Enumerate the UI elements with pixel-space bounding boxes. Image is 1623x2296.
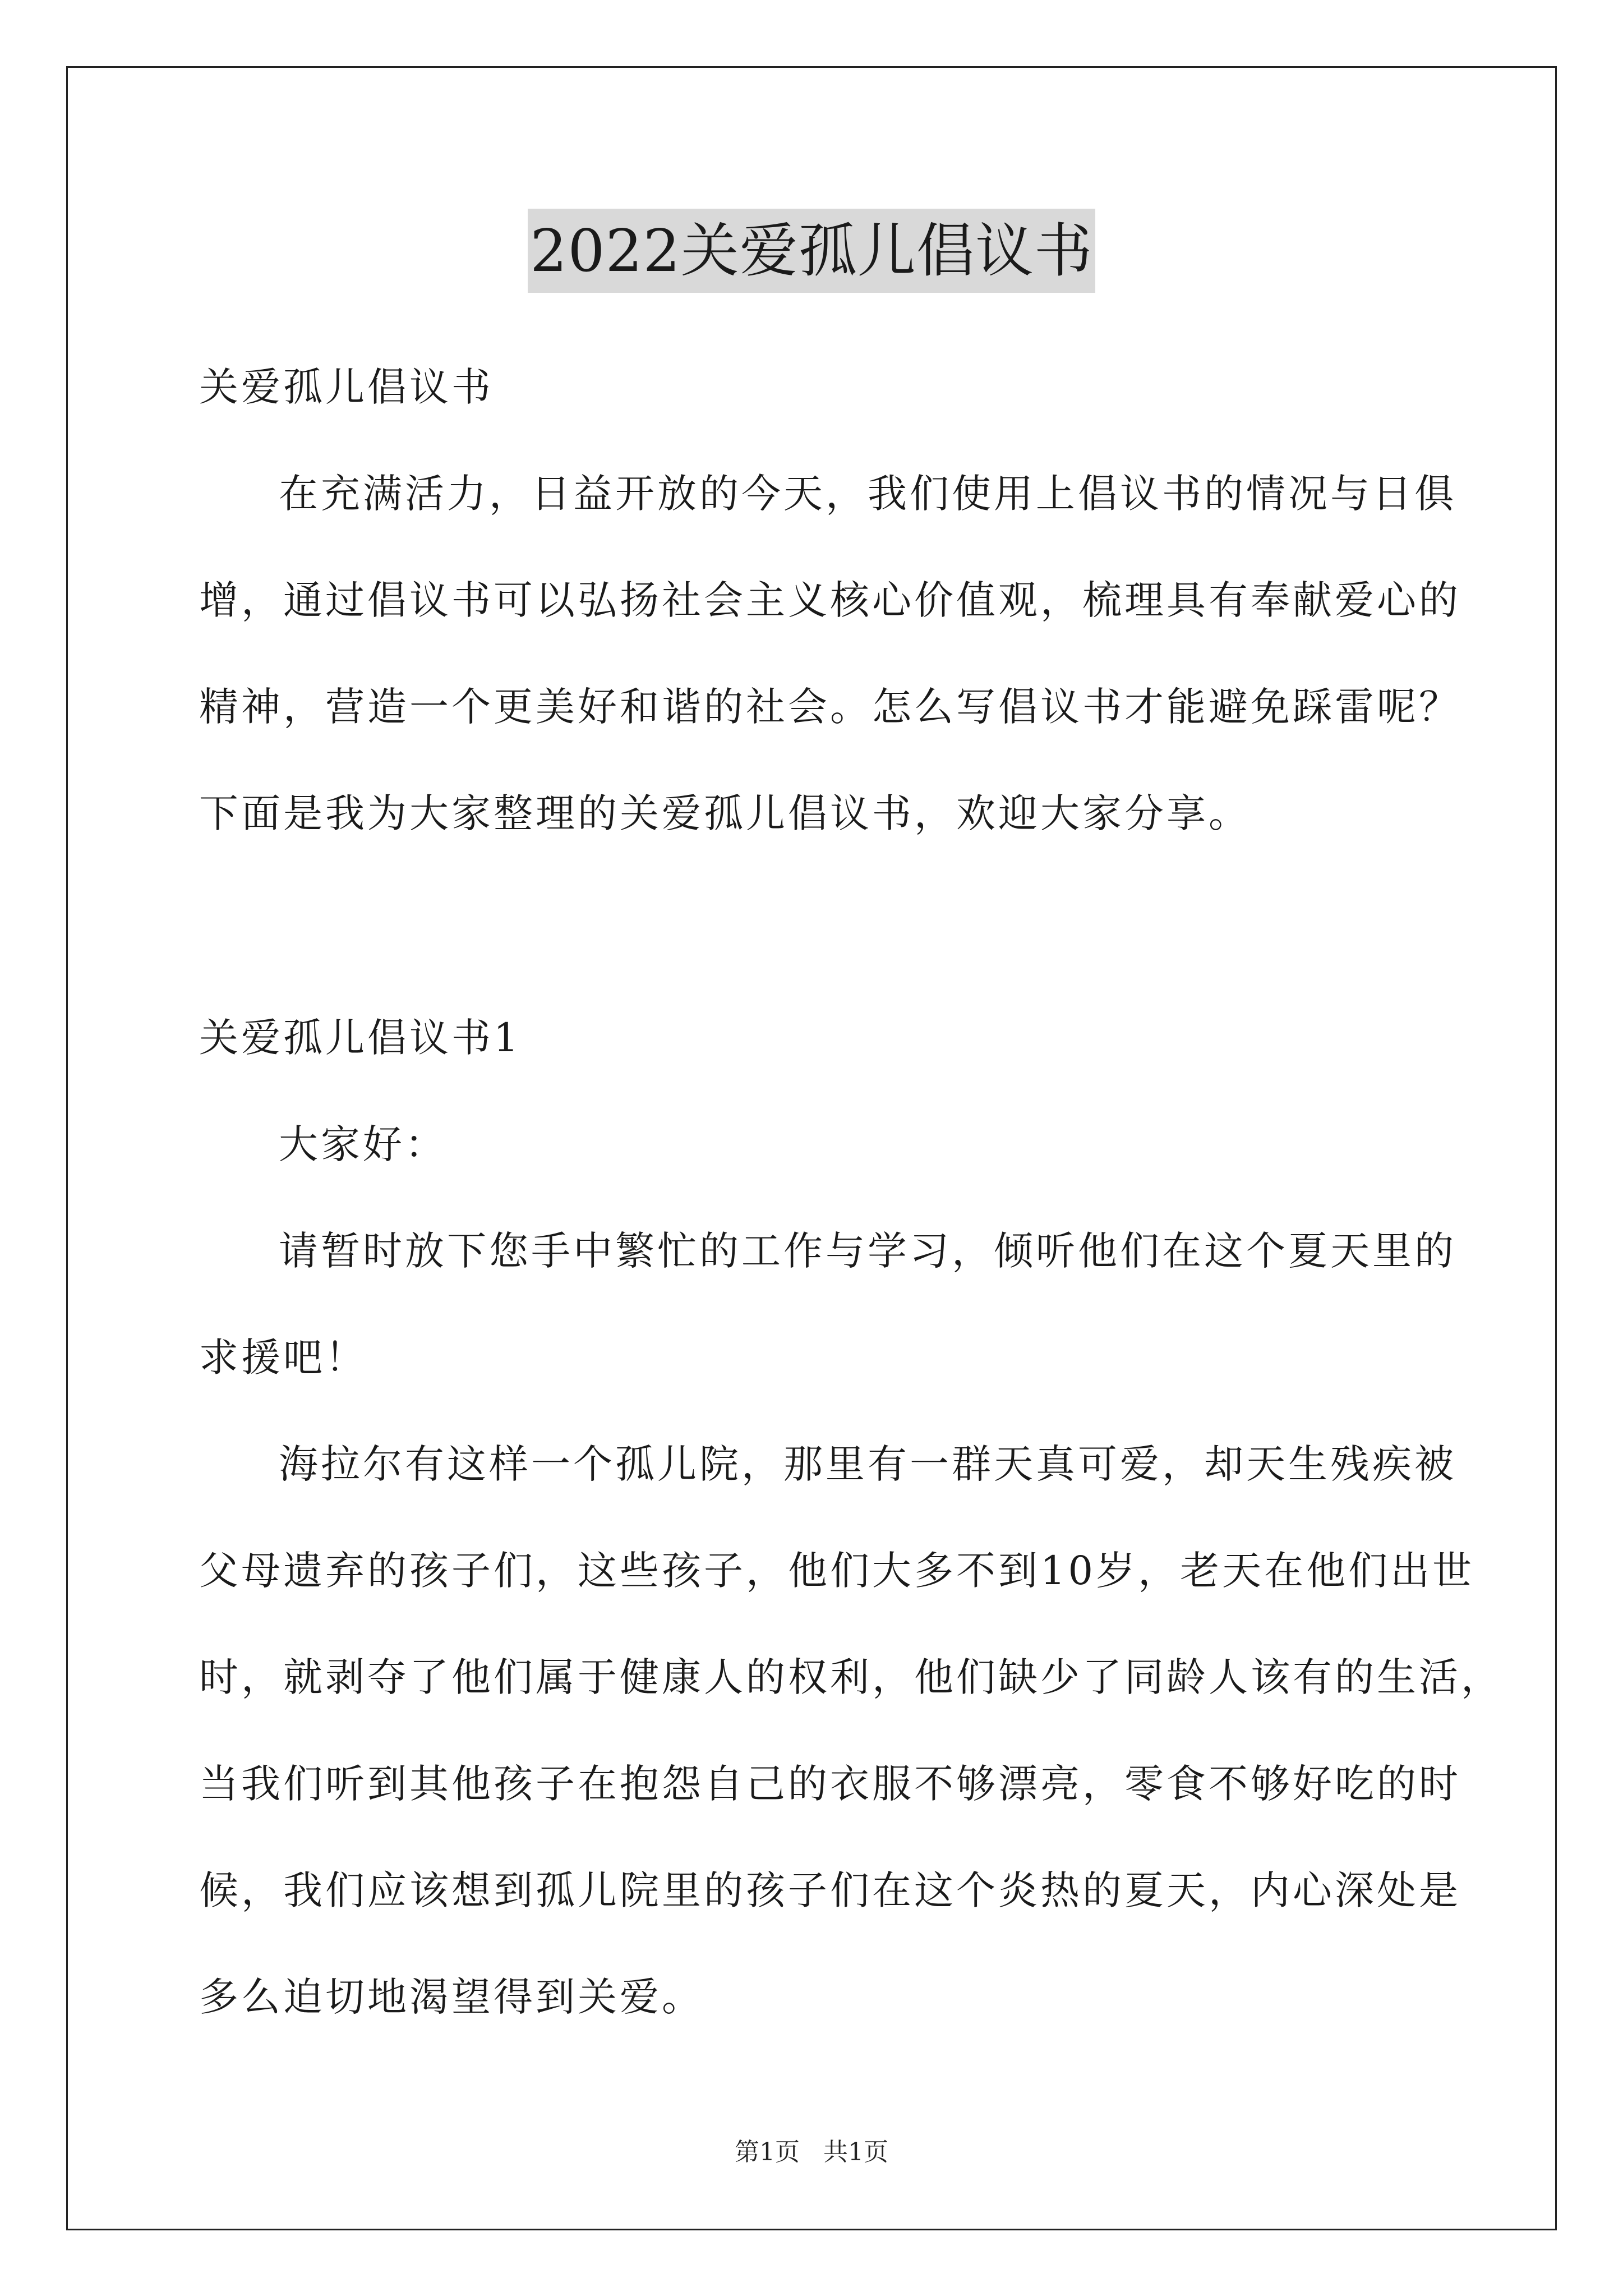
paragraph-line: 求援吧！ <box>199 1335 367 1381</box>
paragraph-line: 在充满活力，日益开放的今天，我们使用上倡议书的情况与日俱 <box>279 471 1456 517</box>
section-heading: 关爱孤儿倡议书1 <box>199 1015 522 1061</box>
paragraph-line: 增，通过倡议书可以弘扬社会主义核心价值观，梳理具有奉献爱心的 <box>199 577 1461 623</box>
document-title: 2022关爱孤儿倡议书 <box>528 209 1095 293</box>
paragraph-line: 下面是我为大家整理的关爱孤儿倡议书，欢迎大家分享。 <box>199 790 1251 836</box>
paragraph-line: 当我们听到其他孩子在抱怨自己的衣服不够漂亮，零食不够好吃的时 <box>199 1761 1461 1807</box>
document-body <box>199 334 1461 867</box>
title-container <box>0 209 1623 293</box>
paragraph-line: 时，就剥夺了他们属于健康人的权利，他们缺少了同龄人该有的生活， <box>199 1654 1503 1700</box>
document-body-section-1 <box>199 984 1503 2050</box>
page-number: 第1页 <box>735 2138 800 2166</box>
paragraph-line: 精神，营造一个更美好和谐的社会。怎么写倡议书才能避免踩雷呢？ <box>199 684 1461 730</box>
paragraph-line: 海拉尔有这样一个孤儿院，那里有一群天真可爱，却天生残疾被 <box>279 1441 1456 1487</box>
paragraph-line: 父母遗弃的孩子们，这些孩子，他们大多不到10岁，老天在他们出世 <box>199 1548 1475 1594</box>
section-heading: 关爱孤儿倡议书 <box>199 364 494 410</box>
paragraph-line: 多么迫切地渴望得到关爱。 <box>199 1974 704 2020</box>
page-total: 共1页 <box>823 2138 888 2166</box>
page-footer <box>0 2132 1623 2168</box>
paragraph-line: 候，我们应该想到孤儿院里的孩子们在这个炎热的夏天，内心深处是 <box>199 1867 1461 1913</box>
paragraph-line: 请暂时放下您手中繁忙的工作与学习，倾听他们在这个夏天里的 <box>279 1228 1456 1274</box>
greeting-line: 大家好： <box>279 1121 447 1167</box>
